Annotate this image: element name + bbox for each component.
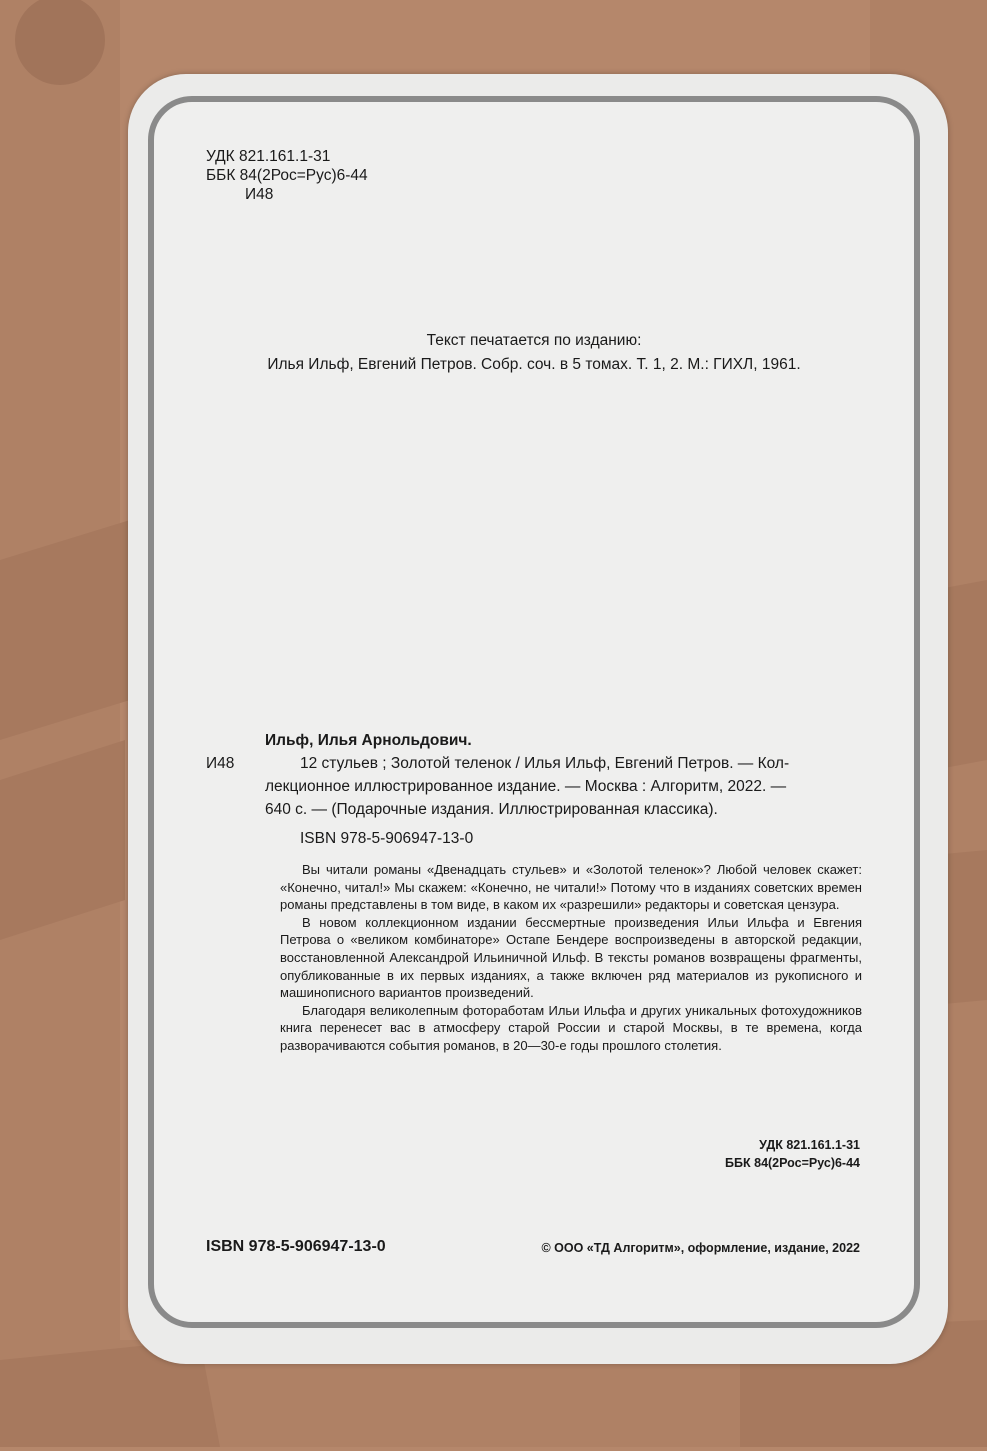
bbk-top: ББК 84(2Рос=Рус)6-44	[206, 167, 368, 184]
record-line-3: 640 с. — (Подарочные издания. Иллюстрированная классика).	[265, 801, 718, 818]
footer-isbn: ISBN 978-5-906947-13-0	[206, 1238, 386, 1255]
record-line-1: 12 стульев ; Золотой теленок / Илья Ильф, Евгений Петров. — Кол-	[300, 755, 790, 772]
abstract-paragraph-1: Вы читали романы «Двенадцать стульев» и «Золотой теленок»? Любой человек скажет: «Конечно, читал!» Мы скажем: «Конечно, не читали!» Потому что в изданиях советских времен романы представлены в том виде, в каком их «разрешили» редакторы и советская цензура.	[280, 862, 862, 913]
abstract-paragraph-3: Благодаря великолепным фотоработам Ильи Ильфа и других уникальных фотохудожников книга перенесет вас в атмосферу старой России и старой Москвы, в те времена, когда разворачиваются события романов, в 20—30-е годы прошлого столетия.	[280, 1002, 862, 1053]
source-line-2: Илья Ильф, Евгений Петров. Собр. соч. в 5 томах. Т. 1, 2. М.: ГИХЛ, 1961.	[267, 356, 801, 373]
source-line-1: Текст печатается по изданию:	[426, 332, 642, 349]
bbk-bottom: ББК 84(2Рос=Рус)6-44	[725, 1156, 860, 1170]
udk-bottom: УДК 821.161.1-31	[759, 1138, 860, 1152]
record-line-2: лекционное иллюстрированное издание. — Москва : Алгоритм, 2022. —	[265, 778, 787, 795]
abstract	[280, 861, 862, 1055]
udk-top: УДК 821.161.1-31	[206, 148, 331, 165]
record-author: Ильф, Илья Арнольдович.	[265, 732, 472, 749]
footer-copyright: © ООО «ТД Алгоритм», оформление, издание, 2022	[541, 1241, 860, 1255]
abstract-paragraph-2: В новом коллекционном издании бессмертные произведения Ильи Ильфа и Евгения Петрова о «великом комбинаторе» Остапе Бендере воспроизведены в авторской редакции, восстановленной Александрой Ильиничной Ильф. В тексты романов возвращены фрагменты, опубликованные в их первых изданиях, а также включен ряд материалов из рукописного и машинописного вариантов произведений.	[280, 914, 862, 1001]
author-code-top: И48	[245, 186, 274, 203]
record-isbn: ISBN 978-5-906947-13-0	[300, 830, 474, 847]
record-code: И48	[206, 755, 235, 772]
